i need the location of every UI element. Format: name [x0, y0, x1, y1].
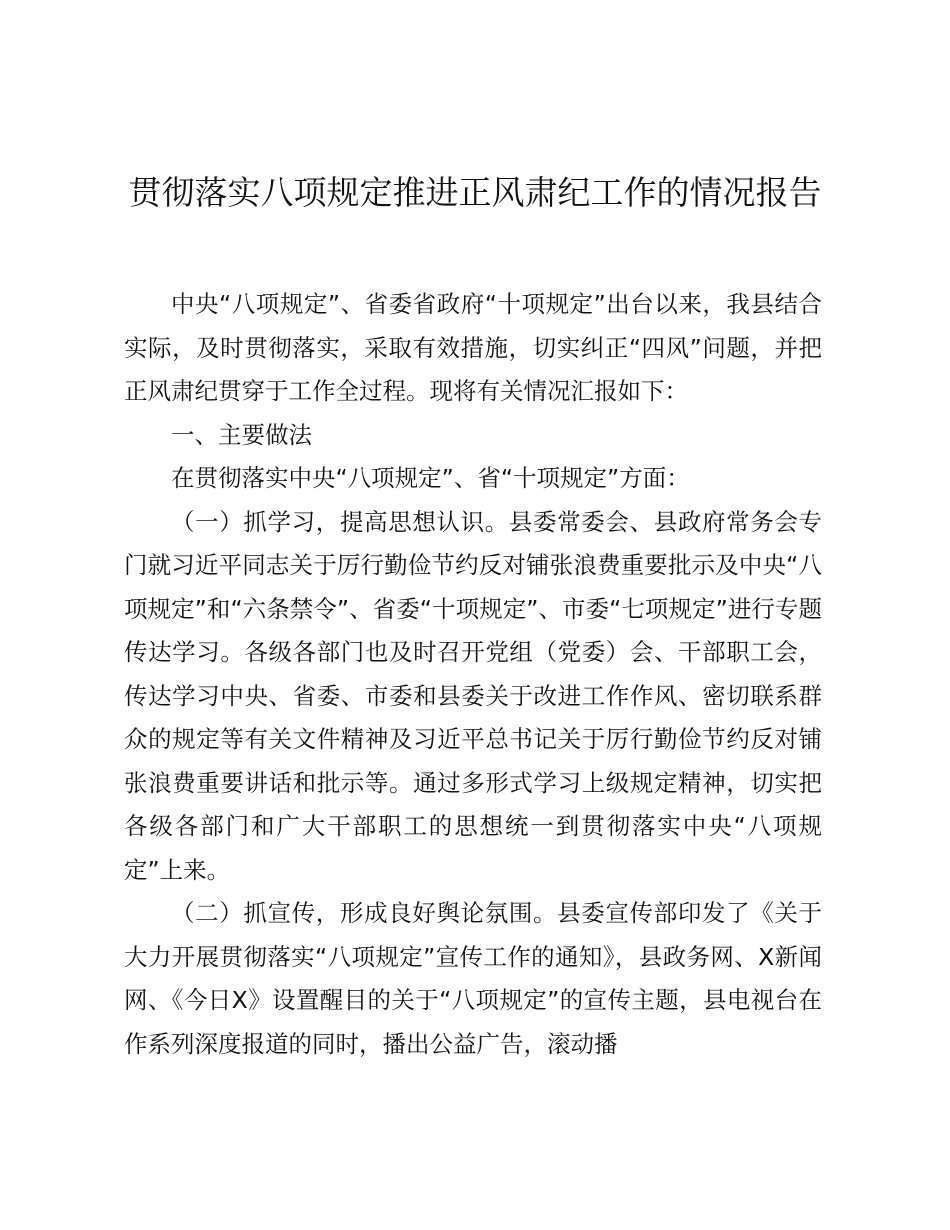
document-body — [124, 283, 822, 1066]
paragraph-intro: 中央“八项规定”、省委省政府“十项规定”出台以来，我县结合实际，及时贯彻落实，采取有效措施，切实纠正“四风”问题，并把正风肃纪贯穿于工作全过程。现将有关情况汇报如下： — [124, 290, 822, 405]
paragraph-study: （一）抓学习，提高思想认识。县委常委会、县政府常务会专门就习近平同志关于厉行勤俭节约反对铺张浪费重要批示及中央“八项规定”和“六条禁令”、省委“十项规定”、市委“七项规定”进行专题传达学习。各级各部门也及时召开党组（党委）会、干部职工会，传达学习中央、省委、市委和县委关于改进工作作风、密切联系群众的规定等有关文件精神及习近平总书记关于厉行勤俭节约反对铺张浪费重要讲话和批示等。通过多形式学习上级规定精神，切实把各级各部门和广大干部职工的思想统一到贯彻落实中央“八项规定”上来。 — [124, 507, 822, 884]
document-title: 贯彻落实八项规定推进正风肃纪工作的情况报告 — [128, 173, 822, 212]
paragraph-publicity: （二）抓宣传，形成良好舆论氛围。县委宣传部印发了《关于大力开展贯彻落实“八项规定”宣传工作的通知》，县政务网、X新闻网、《今日X》设置醒目的关于“八项规定”的宣传主题，县电视台在作系列深度报道的同时，播出公益广告，滚动播 — [124, 899, 822, 1058]
paragraph-context: 在贯彻落实中央“八项规定”、省“十项规定”方面： — [171, 464, 690, 492]
section-heading: 一、主要做法 — [171, 420, 312, 449]
